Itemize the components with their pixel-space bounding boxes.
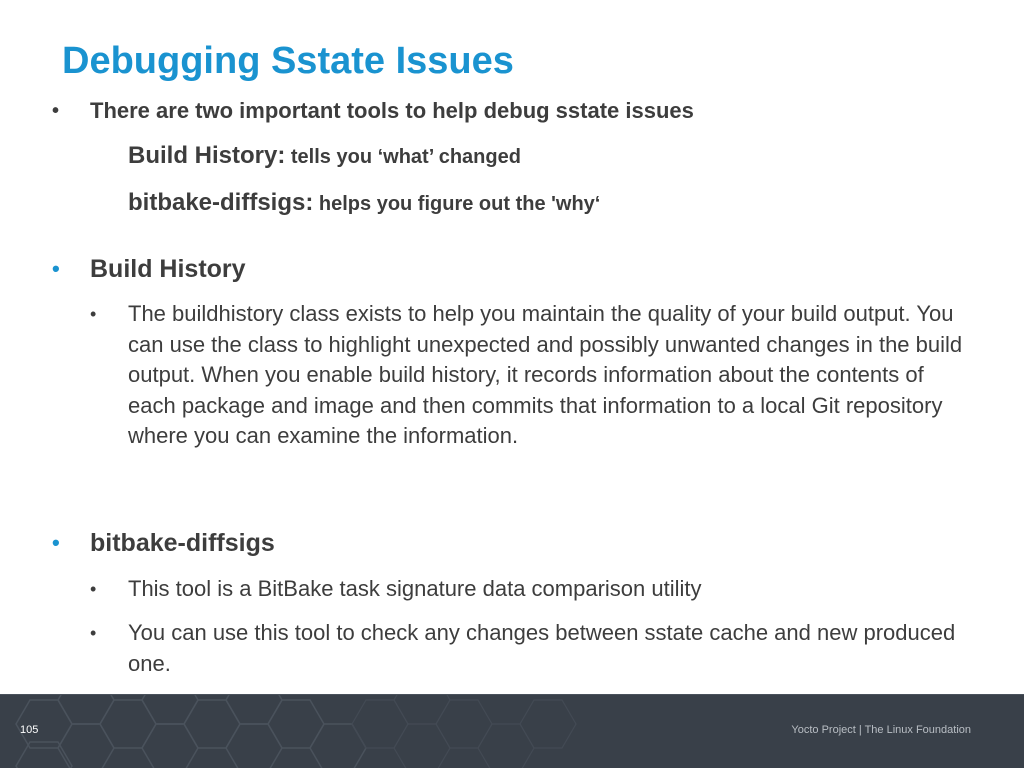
intro-item-desc: helps you figure out the 'why‘ xyxy=(313,193,601,215)
point-text: The buildhistory class exists to help you maintain the quality of your build output. You can use the class to highlight unexpected and possibly unwanted changes in the build output. When you enable build history, it records information about the contents of each package and image and then commits that information to a local Git repository where you can examine the information. xyxy=(128,301,963,448)
intro-item-bitbake-diffsigs xyxy=(128,189,600,217)
intro-item-build-history xyxy=(128,142,521,170)
bullet-icon: • xyxy=(90,304,97,324)
bullet-icon: • xyxy=(90,623,97,643)
bullet-icon: • xyxy=(90,579,97,599)
bitbake-diffsigs-point xyxy=(90,574,968,605)
bullet-icon: • xyxy=(52,256,60,281)
section-heading-bitbake-diffsigs xyxy=(52,527,970,559)
point-text: You can use this tool to check any changes between sstate cache and new produced one. xyxy=(128,620,956,676)
bitbake-diffsigs-point xyxy=(90,618,968,679)
footer-bar xyxy=(0,694,1024,768)
footer-credit: Yocto Project | The Linux Foundation xyxy=(791,724,971,736)
section-heading-build-history xyxy=(52,253,970,285)
intro-item-term: bitbake-diffsigs: xyxy=(128,189,314,216)
section-heading-text: bitbake-diffsigs xyxy=(90,529,275,557)
intro-item-desc: tells you ‘what’ changed xyxy=(285,146,521,168)
intro-text: There are two important tools to help debug sstate issues xyxy=(90,98,694,123)
slide-title: Debugging Sstate Issues xyxy=(62,40,514,82)
point-text: This tool is a BitBake task signature data comparison utility xyxy=(128,576,702,601)
section-heading-text: Build History xyxy=(90,255,246,283)
intro-bullet xyxy=(52,96,970,126)
intro-item-term: Build History: xyxy=(128,142,286,169)
build-history-point xyxy=(90,299,968,452)
bullet-icon: • xyxy=(52,100,60,122)
bullet-icon: • xyxy=(52,530,60,555)
page-number: 105 xyxy=(20,724,39,736)
